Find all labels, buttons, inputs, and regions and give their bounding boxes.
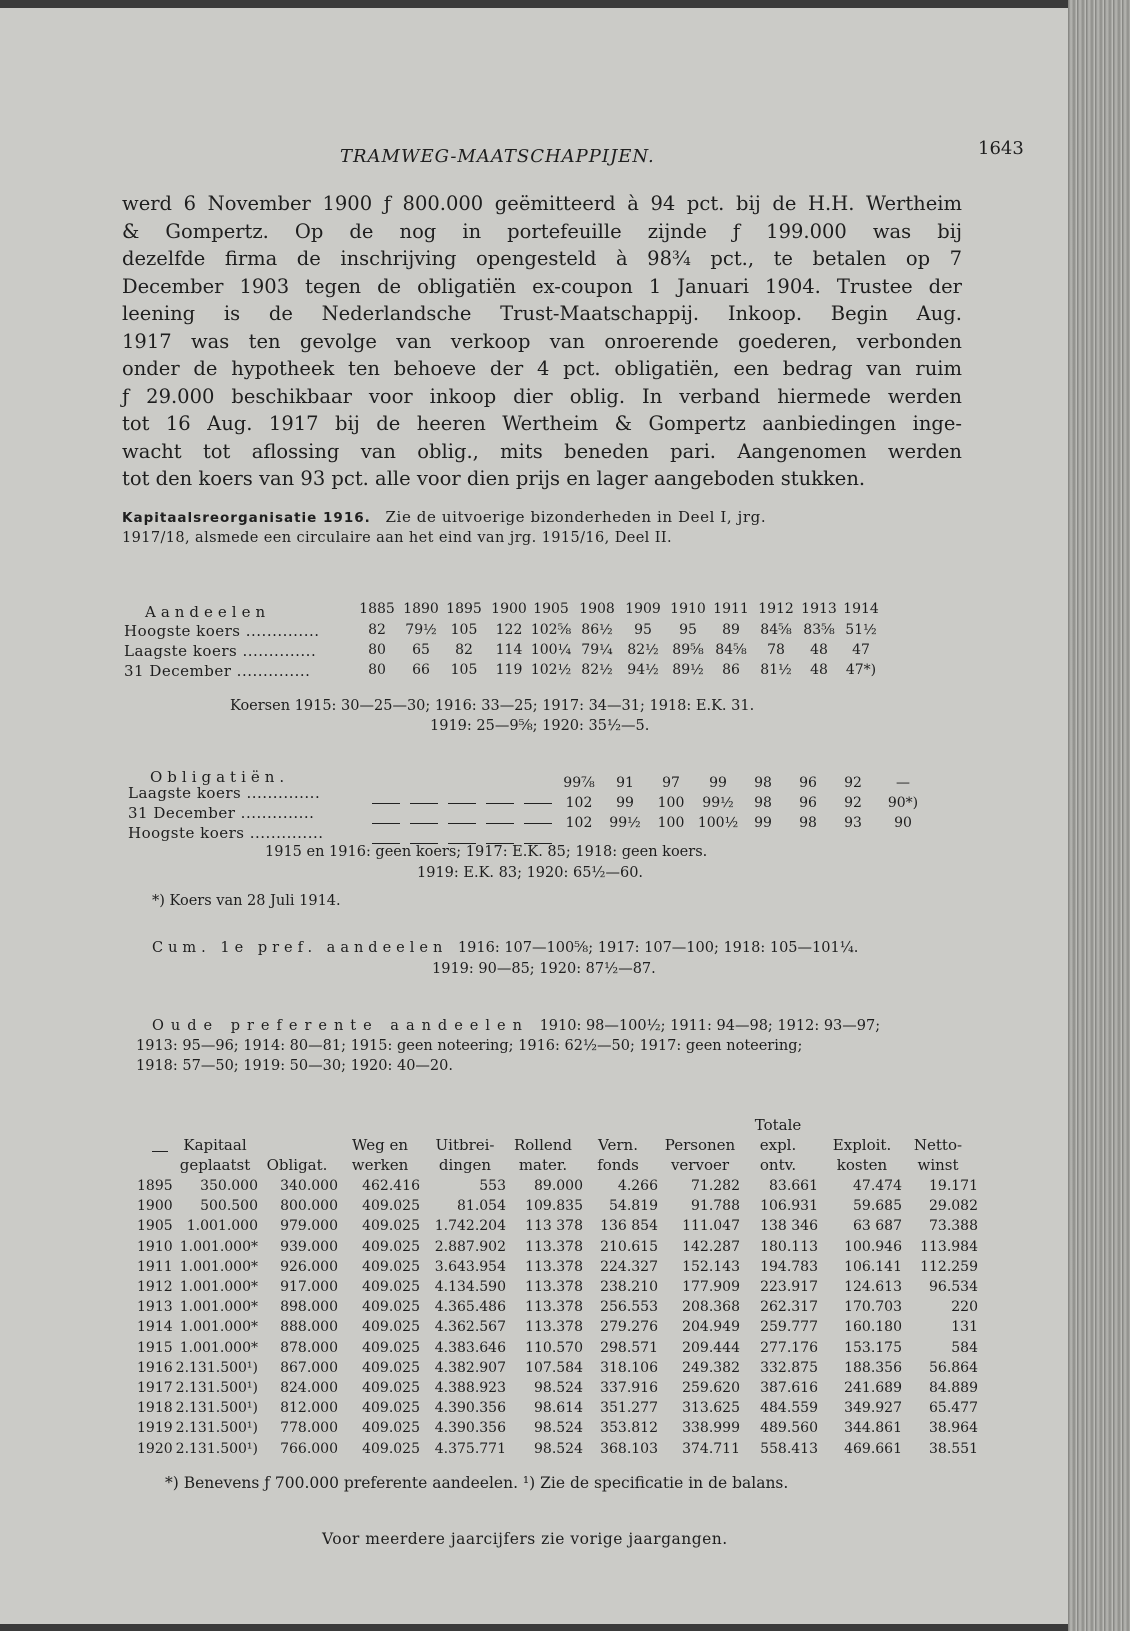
- financial-cell: 939.000: [280, 1238, 338, 1255]
- financial-cell: 113.378: [525, 1258, 583, 1275]
- financial-cell: 553: [479, 1178, 506, 1194]
- obligatien-cell: 90: [894, 815, 912, 831]
- financial-cell: 113.378: [525, 1299, 583, 1316]
- financial-cell: 4.375.771: [434, 1440, 506, 1457]
- reorg-line-1: [122, 508, 766, 526]
- financial-cell: 65.477: [929, 1400, 978, 1417]
- obligatien-cell: 91: [616, 775, 634, 791]
- financial-cell: 4.390.356: [434, 1400, 506, 1417]
- financial-cell: 409.025: [362, 1339, 420, 1356]
- financial-cell: 1918: [137, 1400, 173, 1417]
- document-page: [0, 8, 1068, 1624]
- financial-cell: 409.025: [362, 1380, 420, 1396]
- financial-cell: 409.025: [362, 1440, 420, 1457]
- financial-header-l3: ontv.: [759, 1156, 797, 1174]
- financial-cell: 106.141: [844, 1258, 902, 1275]
- financial-cell: 812.000: [280, 1400, 338, 1417]
- intro-line: werd 6 November 1900 ƒ 800.000 geëmitteerd à 94 pct. bij de H.H. Wertheim: [122, 192, 962, 215]
- aandeelen-cell: 82½: [581, 662, 613, 678]
- financial-cell: 1920: [137, 1440, 173, 1457]
- koersen-line-2: 1919: 25—9⅝; 1920: 35½—5.: [430, 718, 650, 734]
- financial-cell: 1.001.000*: [179, 1339, 258, 1356]
- financial-header-l3: kosten: [836, 1156, 888, 1174]
- aandeelen-row-label: Hoogste koers ..............: [124, 622, 320, 640]
- financial-cell: 83.661: [769, 1178, 818, 1194]
- financial-cell: 409.025: [362, 1258, 420, 1275]
- financial-cell: 136 854: [600, 1218, 658, 1235]
- financial-cell: 277.176: [760, 1339, 818, 1356]
- financial-cell: 584: [951, 1339, 978, 1356]
- cum-pref-line-1: [152, 940, 858, 956]
- financial-cell: 113.378: [525, 1279, 583, 1295]
- aandeelen-year: 1885: [359, 601, 395, 617]
- financial-cell: 56.864: [929, 1359, 978, 1376]
- financial-cell: 898.000: [280, 1299, 338, 1316]
- financial-cell: 338.999: [682, 1420, 740, 1437]
- financial-cell: 160.180: [844, 1319, 902, 1336]
- financial-cell: 409.025: [362, 1198, 420, 1215]
- financial-cell: 142.287: [682, 1238, 740, 1255]
- financial-cell: 54.819: [609, 1198, 658, 1215]
- oude-pref-values-1: 1910: 98—100½; 1911: 94—98; 1912: 93—97;: [539, 1018, 881, 1034]
- financial-cell: 409.025: [362, 1420, 420, 1437]
- financial-cell: 469.661: [844, 1440, 902, 1457]
- financial-cell: 1913: [137, 1299, 173, 1316]
- obligatien-cell: 99: [616, 795, 634, 811]
- financial-cell: 1.001.000*: [179, 1299, 258, 1316]
- cum-pref-label: Cum. 1e pref. aandeelen: [152, 940, 448, 956]
- aandeelen-year: 1911: [713, 601, 749, 617]
- reorg-text-1: Zie de uitvoerige bizonderheden in Deel I, jrg.: [385, 508, 767, 526]
- financial-cell: 153.175: [844, 1339, 902, 1356]
- financial-cell: 256.553: [600, 1299, 658, 1316]
- aandeelen-cell: 86: [722, 662, 740, 678]
- aandeelen-cell: 82: [455, 642, 473, 658]
- aandeelen-year: 1913: [801, 601, 837, 617]
- financial-cell: 409.025: [362, 1359, 420, 1376]
- financial-cell: 220: [951, 1299, 978, 1316]
- aandeelen-cell: 66: [412, 662, 430, 678]
- financial-cell: 4.266: [617, 1178, 658, 1194]
- aandeelen-cell: 78: [767, 642, 785, 658]
- aandeelen-year: 1905: [533, 601, 569, 617]
- financial-cell: 138 346: [760, 1218, 818, 1235]
- financial-cell: 1911: [137, 1258, 173, 1275]
- financial-cell: 4.362.567: [434, 1319, 506, 1336]
- financial-header-l2: Weg en: [352, 1136, 408, 1154]
- financial-cell: 113.378: [525, 1319, 583, 1336]
- financial-cell: 63 687: [853, 1218, 902, 1235]
- financial-cell: 2.131.500¹): [175, 1400, 258, 1417]
- obligatien-row-label: Hoogste koers ..............: [128, 824, 324, 842]
- obligatien-cell: 93: [844, 815, 862, 831]
- financial-cell: 110.570: [525, 1339, 583, 1356]
- financial-header-l3: geplaatst: [179, 1156, 251, 1174]
- financial-cell: 100.946: [844, 1238, 902, 1255]
- financial-cell: 1914: [137, 1319, 173, 1336]
- financial-cell: 350.000: [200, 1178, 258, 1194]
- obligatien-cell: 98: [799, 815, 817, 831]
- aandeelen-cell: 105: [450, 622, 478, 638]
- financial-cell: 180.113: [760, 1238, 818, 1255]
- financial-cell: 84.889: [929, 1380, 978, 1396]
- financial-cell: 238.210: [600, 1279, 658, 1295]
- financial-cell: 262.317: [760, 1299, 818, 1316]
- obligatien-cell: 100: [657, 795, 685, 811]
- financial-cell: 1910: [137, 1238, 173, 1255]
- financial-cell: 210.615: [600, 1238, 658, 1255]
- financial-cell: 878.000: [280, 1339, 338, 1356]
- financial-cell: 194.783: [760, 1258, 818, 1275]
- financial-cell: 462.416: [362, 1178, 420, 1194]
- aandeelen-year: 1914: [843, 601, 879, 617]
- aandeelen-cell: 119: [495, 662, 523, 678]
- aandeelen-cell: 89⅝: [672, 642, 704, 658]
- aandeelen-year: 1910: [670, 601, 706, 617]
- reorg-heading: Kapitaalsreorganisatie 1916.: [122, 510, 371, 526]
- financial-cell: 113 378: [525, 1218, 583, 1235]
- intro-line: leening is de Nederlandsche Trust-Maatschappij. Inkoop. Begin Aug.: [122, 302, 962, 325]
- financial-cell: 98.614: [534, 1400, 583, 1417]
- financial-cell: 113.984: [920, 1238, 978, 1255]
- financial-header-l3: winst: [917, 1156, 959, 1174]
- financial-cell: 223.917: [760, 1279, 818, 1295]
- financial-cell: 249.382: [682, 1359, 740, 1376]
- aandeelen-cell: 122: [495, 622, 523, 638]
- financial-header-l1: Totale: [754, 1116, 802, 1134]
- aandeelen-cell: 79¼: [581, 642, 613, 658]
- aandeelen-cell: 48: [810, 662, 828, 678]
- oude-pref-values-2: 1913: 95—96; 1914: 80—81; 1915: geen noteering; 1916: 62½—50; 1917: geen noteering;: [136, 1038, 803, 1054]
- financial-cell: 98.524: [534, 1420, 583, 1437]
- financial-cell: 1.001.000*: [179, 1279, 258, 1295]
- financial-cell: 19.171: [929, 1178, 978, 1194]
- financial-header-l2: Exploit.: [832, 1136, 892, 1154]
- financial-header-l2: Kapitaal: [183, 1136, 247, 1154]
- financial-footnote: *) Benevens ƒ 700.000 preferente aandeelen. ¹) Zie de specificatie in de balans.: [165, 1474, 789, 1492]
- financial-cell: 979.000: [280, 1218, 338, 1235]
- financial-cell: 259.620: [682, 1380, 740, 1396]
- financial-cell: 337.916: [600, 1380, 658, 1396]
- financial-cell: 332.875: [760, 1359, 818, 1376]
- aandeelen-cell: 83⅝: [803, 622, 835, 638]
- financial-header-l3: vervoer: [670, 1156, 730, 1174]
- financial-cell: 374.711: [682, 1440, 740, 1457]
- financial-cell: 38.551: [929, 1440, 978, 1457]
- financial-cell: 1.001.000: [186, 1218, 258, 1235]
- obligatien-cell: 102: [565, 795, 593, 811]
- financial-cell: 489.560: [760, 1420, 818, 1437]
- financial-cell: 409.025: [362, 1218, 420, 1235]
- financial-cell: 409.025: [362, 1238, 420, 1255]
- aandeelen-cell: 79½: [405, 622, 437, 638]
- oude-pref-values-3: 1918: 57—50; 1919: 50—30; 1920: 40—20.: [136, 1058, 453, 1074]
- obligatien-cell: 96: [799, 795, 817, 811]
- book-page-edges: [1068, 0, 1130, 1631]
- financial-cell: 177.909: [682, 1279, 740, 1295]
- aandeelen-cell: 81½: [760, 662, 792, 678]
- aandeelen-cell: 48: [810, 642, 828, 658]
- aandeelen-cell: 51½: [845, 622, 877, 638]
- financial-header-l2: Uitbrei-: [435, 1136, 495, 1154]
- oude-pref-line-1: [152, 1018, 880, 1034]
- financial-cell: 4.365.486: [434, 1299, 506, 1316]
- intro-line: ƒ 29.000 beschikbaar voor inkoop dier oblig. In verband hiermede werden: [122, 384, 962, 408]
- financial-cell: 241.689: [844, 1380, 902, 1396]
- financial-cell: 1.001.000*: [179, 1258, 258, 1275]
- obligatien-cell: 90*): [887, 795, 919, 811]
- page-number: 1643: [978, 138, 1024, 159]
- financial-cell: 1912: [137, 1279, 173, 1295]
- financial-cell: 344.861: [844, 1420, 902, 1437]
- intro-paragraph: [122, 190, 962, 493]
- financial-cell: 131: [951, 1319, 978, 1336]
- obligatien-cell: 92: [844, 775, 862, 791]
- obligatien-cell: 92: [844, 795, 862, 811]
- aandeelen-cell: 95: [679, 622, 697, 638]
- financial-cell: 318.106: [600, 1359, 658, 1376]
- financial-cell: 368.103: [600, 1440, 658, 1457]
- financial-cell: 926.000: [280, 1258, 338, 1275]
- intro-line: & Gompertz. Op de nog in portefeuille zijnde ƒ 199.000 was bij: [122, 219, 962, 243]
- financial-cell: 1895: [137, 1178, 173, 1194]
- financial-header-l3: Obligat.: [266, 1156, 328, 1174]
- financial-cell: 3.643.954: [434, 1258, 506, 1275]
- financial-cell: 558.413: [760, 1440, 818, 1457]
- financial-cell: 96.534: [929, 1279, 978, 1295]
- financial-cell: 224.327: [600, 1258, 658, 1275]
- cum-pref-values-2: 1919: 90—85; 1920: 87½—87.: [432, 961, 656, 977]
- obligatien-cell: 99: [709, 775, 727, 791]
- oblig-note-1: 1915 en 1916: geen koers; 1917: E.K. 85; 1918: geen koers.: [265, 844, 708, 860]
- oude-pref-label: Oude preferente aandeelen: [152, 1018, 529, 1034]
- aandeelen-year: 1890: [403, 601, 439, 617]
- financial-header-l2: Vern.: [598, 1136, 638, 1154]
- cum-pref-values-1: 1916: 107—100⅝; 1917: 107—100; 1918: 105—101¼.: [457, 940, 859, 956]
- financial-cell: 1.742.204: [434, 1218, 506, 1235]
- financial-cell: 409.025: [362, 1319, 420, 1336]
- intro-line: wacht tot aflossing van oblig., mits beneden pari. Aangenomen werden: [122, 439, 962, 463]
- financial-header-l3: dingen: [438, 1156, 492, 1174]
- financial-cell: 778.000: [280, 1420, 338, 1437]
- financial-cell: 89.000: [534, 1178, 583, 1194]
- obligatien-cell: 98: [754, 775, 772, 791]
- financial-cell: 409.025: [362, 1400, 420, 1417]
- financial-cell: 73.388: [929, 1218, 978, 1235]
- financial-cell: 2.131.500¹): [175, 1359, 258, 1376]
- intro-line: tot 16 Aug. 1917 bij de heeren Wertheim & Gompertz aanbiedingen inge-: [122, 412, 962, 435]
- aandeelen-cell: 94½: [627, 662, 659, 678]
- financial-header-l2: Rollend: [513, 1136, 573, 1154]
- financial-cell: 4.388.923: [434, 1380, 506, 1396]
- financial-cell: 409.025: [362, 1299, 420, 1316]
- financial-cell: 152.143: [682, 1258, 740, 1275]
- aandeelen-cell: 89½: [672, 662, 704, 678]
- financial-cell: 1915: [137, 1339, 173, 1356]
- financial-cell: 204.949: [682, 1319, 740, 1336]
- running-title: TRAMWEG-MAATSCHAPPIJEN.: [340, 146, 655, 167]
- aandeelen-cell: 80: [368, 642, 386, 658]
- financial-cell: 4.134.590: [434, 1279, 506, 1295]
- financial-cell: 4.382.907: [434, 1359, 506, 1376]
- financial-cell: 351.277: [600, 1400, 658, 1417]
- aandeelen-row-label: 31 December ..............: [124, 662, 311, 680]
- financial-cell: 1905: [137, 1218, 173, 1235]
- closing-note: Voor meerdere jaarcijfers zie vorige jaargangen.: [322, 1530, 728, 1548]
- financial-cell: 1.001.000*: [179, 1319, 258, 1336]
- financial-cell: 109.835: [525, 1198, 583, 1215]
- financial-cell: 208.368: [682, 1299, 740, 1316]
- financial-header-l3: mater.: [518, 1156, 568, 1174]
- intro-line: December 1903 tegen de obligatiën ex-coupon 1 Januari 1904. Trustee der: [122, 274, 962, 298]
- financial-cell: 209.444: [682, 1339, 740, 1356]
- aandeelen-cell: 84⅝: [760, 622, 792, 638]
- aandeelen-cell: 82½: [627, 642, 659, 658]
- intro-line: 1917 was ten gevolge van verkoop van onroerende goederen, verbonden: [122, 329, 962, 353]
- aandeelen-cell: 95: [634, 622, 652, 638]
- financial-cell: 29.082: [929, 1198, 978, 1215]
- aandeelen-cell: 47: [852, 642, 870, 658]
- intro-line: tot den koers van 93 pct. alle voor dien prijs en lager aangeboden stukken.: [122, 467, 866, 490]
- intro-line: onder de hypotheek ten behoeve der 4 pct. obligatiën, een bedrag van ruim: [122, 357, 962, 380]
- financial-cell: 106.931: [760, 1198, 818, 1215]
- oblig-note-2: 1919: E.K. 83; 1920: 65½—60.: [417, 865, 644, 881]
- aandeelen-year: 1908: [579, 601, 615, 617]
- obligatien-cell: 98: [754, 795, 772, 811]
- aandeelen-cell: 105: [450, 662, 478, 678]
- financial-cell: 824.000: [280, 1380, 338, 1396]
- aandeelen-cell: 82: [368, 622, 386, 638]
- financial-cell: 2.131.500¹): [175, 1420, 258, 1437]
- oblig-footnote: *) Koers van 28 Juli 1914.: [152, 893, 341, 909]
- aandeelen-cell: 84⅝: [715, 642, 747, 658]
- aandeelen-year: 1909: [625, 601, 661, 617]
- obligatien-cell: —: [896, 775, 910, 791]
- financial-cell: 484.559: [760, 1400, 818, 1417]
- financial-cell: 387.616: [760, 1380, 818, 1396]
- financial-cell: 1916: [137, 1359, 173, 1376]
- financial-header-l2: Personen: [664, 1136, 736, 1154]
- financial-cell: 98.524: [534, 1440, 583, 1457]
- aandeelen-cell: 65: [412, 642, 430, 658]
- financial-cell: 2.887.902: [434, 1238, 506, 1255]
- obligatien-title: Obligatiën.: [150, 768, 290, 786]
- financial-header-l3: fonds: [597, 1156, 639, 1174]
- obligatien-cell: 99½: [609, 815, 641, 831]
- obligatien-cell: 100: [657, 815, 685, 831]
- financial-cell: 500.500: [200, 1198, 258, 1215]
- financial-cell: 917.000: [280, 1279, 338, 1295]
- financial-cell: 71.282: [691, 1178, 740, 1194]
- financial-cell: 867.000: [280, 1359, 338, 1376]
- financial-cell: 888.000: [280, 1319, 338, 1336]
- financial-cell: 1917: [137, 1380, 173, 1396]
- financial-cell: 98.524: [534, 1380, 583, 1396]
- financial-cell: 340.000: [280, 1178, 338, 1194]
- financial-cell: 2.131.500¹): [175, 1440, 258, 1457]
- financial-cell: 353.812: [600, 1420, 658, 1437]
- aandeelen-title: Aandeelen: [145, 603, 271, 621]
- obligatien-cell: 99⅞: [563, 775, 595, 791]
- financial-cell: 1919: [137, 1420, 173, 1437]
- koersen-line-1: Koersen 1915: 30—25—30; 1916: 33—25; 1917: 34—31; 1918: E.K. 31.: [230, 698, 755, 714]
- financial-cell: 2.131.500¹): [175, 1380, 258, 1396]
- aandeelen-year: 1900: [491, 601, 527, 617]
- financial-cell: 47.474: [853, 1178, 902, 1194]
- financial-cell: 298.571: [600, 1339, 658, 1356]
- financial-header-l2: Netto-: [913, 1136, 963, 1154]
- financial-cell: 111.047: [682, 1218, 740, 1235]
- financial-cell: 91.788: [691, 1198, 740, 1215]
- financial-cell: 1900: [137, 1198, 173, 1215]
- financial-header-l3: werken: [351, 1156, 409, 1174]
- financial-cell: 81.054: [457, 1198, 506, 1215]
- financial-cell: 4.390.356: [434, 1420, 506, 1437]
- financial-cell: 38.964: [929, 1420, 978, 1437]
- obligatien-cell: 97: [662, 775, 680, 791]
- obligatien-cell: 102: [565, 815, 593, 831]
- obligatien-row-label: Laagste koers ..............: [128, 784, 321, 802]
- financial-cell: 170.703: [844, 1299, 902, 1316]
- reorg-text-2: 1917/18, alsmede een circulaire aan het eind van jrg. 1915/16, Deel II.: [122, 530, 672, 546]
- obligatien-row-label: 31 December ..............: [128, 804, 315, 822]
- financial-cell: 259.777: [760, 1319, 818, 1336]
- financial-cell: 409.025: [362, 1279, 420, 1295]
- financial-cell: 4.383.646: [434, 1339, 506, 1356]
- aandeelen-cell: 80: [368, 662, 386, 678]
- obligatien-cell: 99: [754, 815, 772, 831]
- obligatien-row-dashes: [372, 813, 562, 832]
- intro-line: dezelfde firma de inschrijving opengesteld à 98¾ pct., te betalen op 7: [122, 247, 962, 270]
- obligatien-row-dashes: [372, 793, 562, 812]
- financial-header-dash: [152, 1151, 168, 1152]
- aandeelen-cell: 47*): [845, 662, 877, 678]
- obligatien-cell: 96: [799, 775, 817, 791]
- financial-cell: 113.378: [525, 1238, 583, 1255]
- aandeelen-cell: 86½: [581, 622, 613, 638]
- aandeelen-year: 1912: [758, 601, 794, 617]
- aandeelen-cell: 114: [495, 642, 523, 658]
- financial-cell: 766.000: [280, 1440, 338, 1457]
- obligatien-cell: 100½: [697, 815, 739, 831]
- obligatien-cell: 99½: [702, 795, 734, 811]
- aandeelen-cell: 89: [722, 622, 740, 638]
- financial-cell: 188.356: [844, 1359, 902, 1376]
- financial-cell: 107.584: [525, 1359, 583, 1376]
- aandeelen-cell: 100¼: [530, 642, 572, 658]
- financial-cell: 124.613: [844, 1279, 902, 1295]
- aandeelen-cell: 102⅝: [530, 622, 572, 638]
- financial-cell: 279.276: [600, 1319, 658, 1336]
- financial-cell: 59.685: [853, 1198, 902, 1215]
- financial-cell: 1.001.000*: [179, 1238, 258, 1255]
- financial-cell: 112.259: [920, 1258, 978, 1275]
- financial-cell: 313.625: [682, 1400, 740, 1417]
- financial-header-l2: expl.: [759, 1136, 797, 1154]
- aandeelen-cell: 102½: [530, 662, 572, 678]
- aandeelen-year: 1895: [446, 601, 482, 617]
- financial-cell: 349.927: [844, 1400, 902, 1417]
- financial-cell: 800.000: [280, 1198, 338, 1215]
- aandeelen-row-label: Laagste koers ..............: [124, 642, 317, 660]
